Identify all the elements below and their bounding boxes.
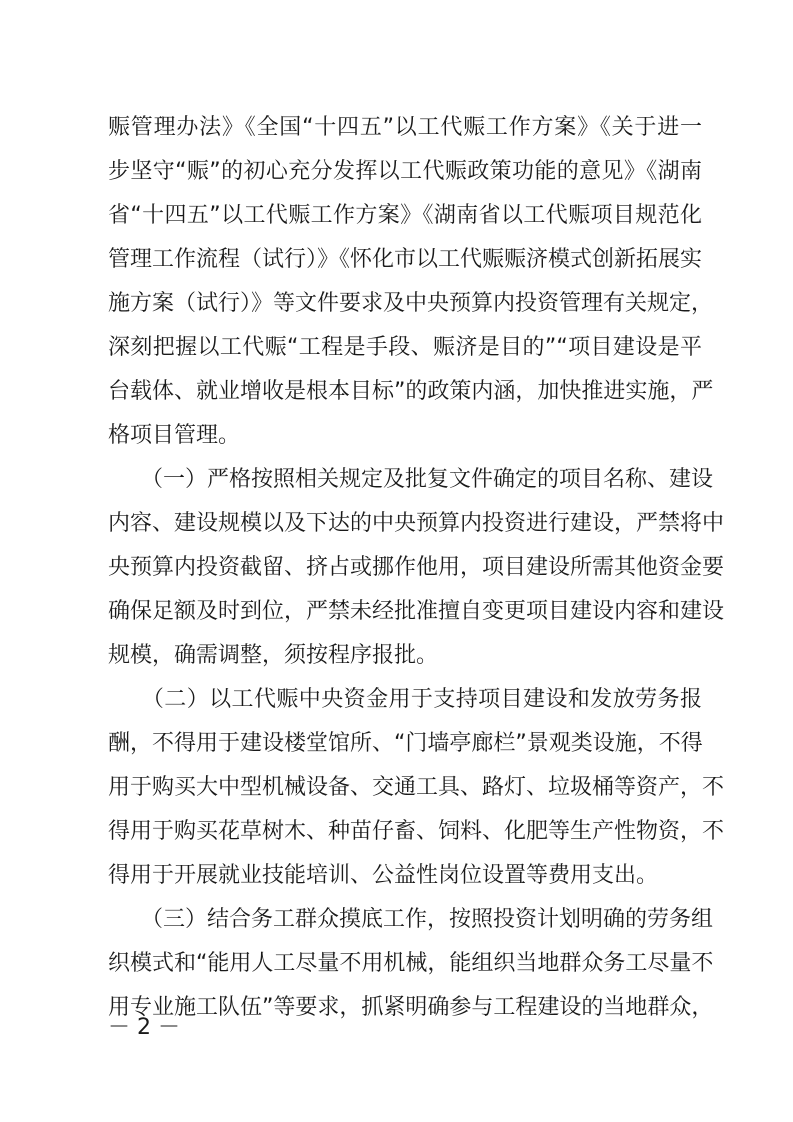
- text-line: 用于购买大中型机械设备、交通工具、路灯、垃圾桶等资产，不: [108, 775, 725, 800]
- text-line: 步坚守“赈”的初心充分发挥以工代赈政策功能的意见》《湖南: [108, 159, 702, 184]
- text-line: 深刻把握以工代赈“工程是手段、赈济是目的”“项目建设是平: [108, 335, 702, 360]
- text-line: 格项目管理。: [108, 423, 241, 448]
- text-line: 得用于购买花草树木、种苗仔畜、饲料、化肥等生产性物资，不: [108, 819, 725, 844]
- page-number: － 2 －: [108, 1015, 180, 1040]
- text-line: 酬，不得用于建设楼堂馆所、“门墙亭廊栏”景观类设施，不得: [108, 731, 703, 756]
- text-line: （一）严格按照相关规定及批复文件确定的项目名称、建设: [108, 467, 714, 492]
- text-line: 管理工作流程（试行）》《怀化市以工代赈赈济模式创新拓展实: [108, 247, 703, 272]
- text-line: 央预算内投资截留、挤占或挪作他用，项目建设所需其他资金要: [108, 555, 725, 580]
- text-line: 赈管理办法》《全国“十四五”以工代赈工作方案》《关于进一: [108, 115, 702, 140]
- text-line: 规模，确需调整，须按程序报批。: [108, 643, 439, 668]
- text-line: 省“十四五”以工代赈工作方案》《湖南省以工代赈项目规范化: [108, 203, 702, 228]
- text-line: 内容、建设规模以及下达的中央预算内投资进行建设，严禁将中: [108, 511, 725, 536]
- text-line: 织模式和“能用人工尽量不用机械，能组织当地群众务工尽量不: [108, 951, 714, 976]
- text-line: 得用于开展就业技能培训、公益性岗位设置等费用支出。: [108, 863, 659, 888]
- text-line: （二）以工代赈中央资金用于支持项目建设和发放劳务报: [108, 687, 702, 712]
- text-line: 确保足额及时到位，严禁未经批准擅自变更项目建设内容和建设: [108, 599, 725, 624]
- text-line: 台载体、就业增收是根本目标”的政策内涵，加快推进实施，严: [108, 379, 714, 404]
- text-line: 施方案（试行）》等文件要求及中央预算内投资管理有关规定，: [108, 291, 714, 316]
- text-line: 用专业施工队伍”等要求，抓紧明确参与工程建设的当地群众，: [108, 995, 714, 1020]
- text-line: （三）结合务工群众摸底工作，按照投资计划明确的劳务组: [108, 907, 714, 932]
